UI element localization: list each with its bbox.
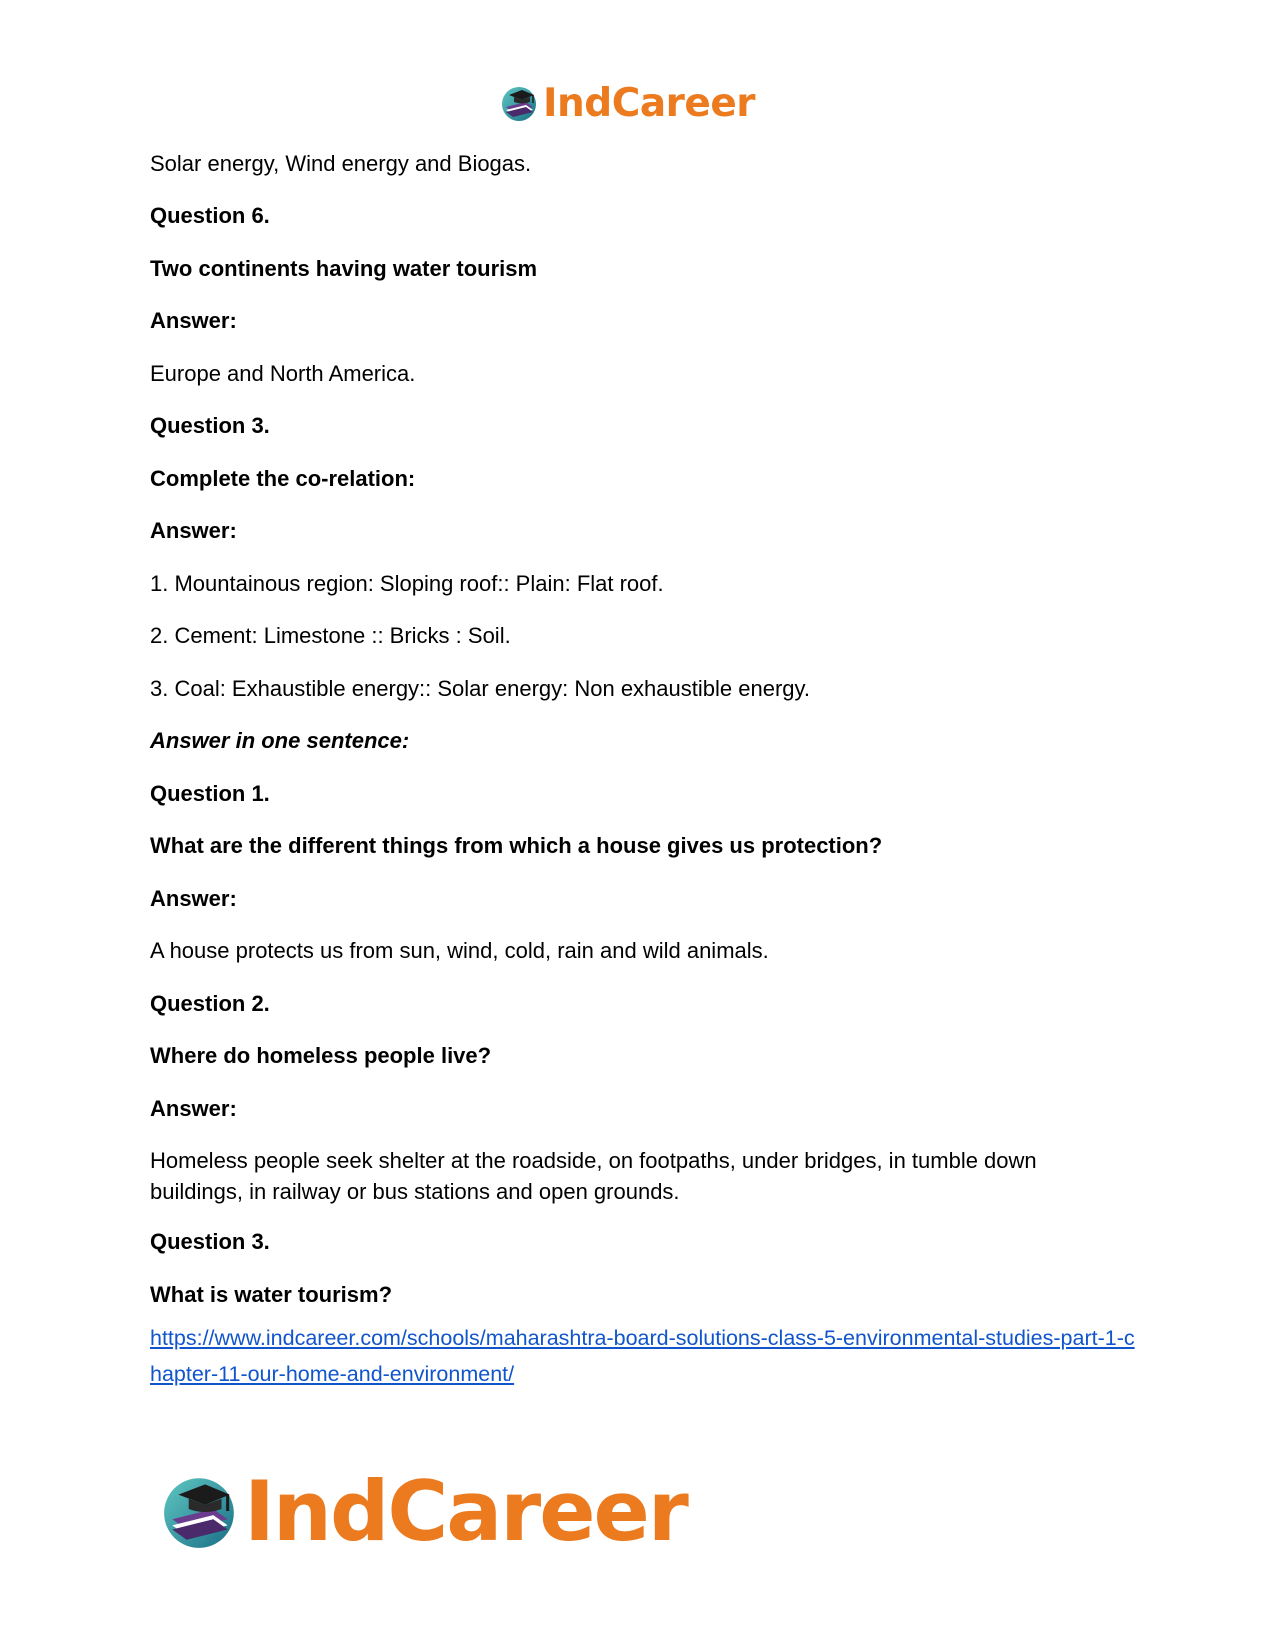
question-label: Question 2. xyxy=(150,991,270,1016)
header-logo xyxy=(500,78,755,128)
question-text: What are the different things from which a house gives us protection? xyxy=(150,833,883,858)
answer-label: Answer: xyxy=(150,518,237,543)
question-label: Question 1. xyxy=(150,781,270,806)
answer-label: Answer: xyxy=(150,1096,237,1121)
question-label: Question 6. xyxy=(150,203,270,228)
answer-text: A house protects us from sun, wind, cold, rain and wild animals. xyxy=(150,938,769,963)
graduation-cap-book-globe-icon xyxy=(500,83,540,123)
list-item: 2. Cement: Limestone :: Bricks : Soil. xyxy=(150,623,511,648)
section-heading: Answer in one sentence: xyxy=(150,728,410,753)
footer-logo-text: IndCareer xyxy=(244,1462,687,1560)
question-text: What is water tourism? xyxy=(150,1282,393,1307)
header-logo-text: IndCareer xyxy=(543,80,755,126)
answer-text: Europe and North America. xyxy=(150,361,416,386)
answer-text: Solar energy, Wind energy and Biogas. xyxy=(150,151,532,176)
question-label: Question 3. xyxy=(150,1229,270,1254)
source-url-link[interactable]: https://www.indcareer.com/schools/maharashtra-board-solutions-class-5-environmental-studies-part-1-chapter-11-our-home-and-environment/ xyxy=(150,1326,1135,1386)
list-item: 1. Mountainous region: Sloping roof:: Plain: Flat roof. xyxy=(150,571,664,596)
question-text: Two continents having water tourism xyxy=(150,256,538,281)
footer-logo xyxy=(160,1462,687,1560)
answer-text: Homeless people seek shelter at the roadside, on footpaths, under bridges, in tumble down buildings, in railway or bus stations and open grounds. xyxy=(150,1148,1037,1204)
question-text: Complete the co-relation: xyxy=(150,466,416,491)
answer-label: Answer: xyxy=(150,886,237,911)
answer-label: Answer: xyxy=(150,308,237,333)
list-item: 3. Coal: Exhaustible energy:: Solar energy: Non exhaustible energy. xyxy=(150,676,810,701)
question-text: Where do homeless people live? xyxy=(150,1043,492,1068)
graduation-cap-book-globe-icon xyxy=(160,1470,242,1552)
question-label: Question 3. xyxy=(150,413,270,438)
